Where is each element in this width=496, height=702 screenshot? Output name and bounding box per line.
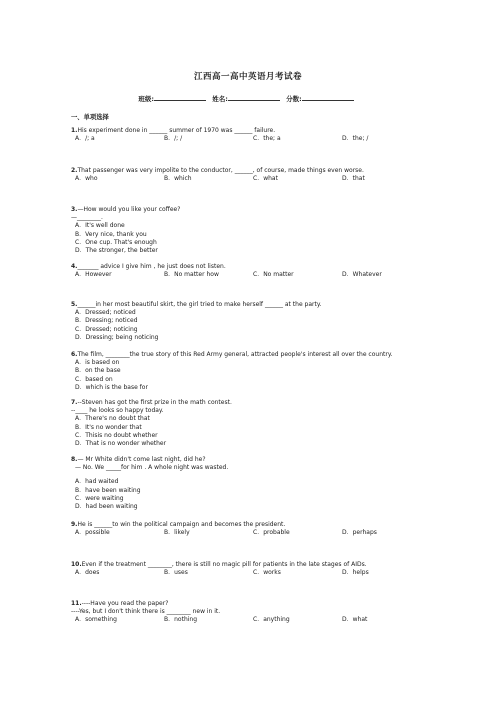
option-a[interactable]: A．possible	[75, 529, 110, 537]
question-3	[71, 206, 431, 255]
question-number: 3.	[71, 206, 78, 213]
score-blank[interactable]	[302, 94, 354, 101]
option-d[interactable]: D．the; /	[342, 135, 369, 143]
question-stem: —How would you like your coffee?	[77, 206, 181, 213]
option-b[interactable]: B．No matter how	[164, 271, 219, 279]
question-stem: His experiment done in ______ summer of 1970 was ______ failure.	[77, 127, 276, 134]
question-6	[71, 351, 431, 392]
option-a[interactable]: A．/; a	[75, 135, 95, 143]
question-stem-line2: ----Yes, but I don't think there is ________ new in it.	[71, 608, 221, 616]
question-8	[71, 456, 431, 511]
exam-title: 江西高一高中英语月考试卷	[193, 72, 302, 82]
option-d[interactable]: D．Whatever	[342, 271, 382, 279]
option-a[interactable]: A．who	[75, 175, 98, 183]
question-stem-line2: — No. We _____for him . A whole night was wasted.	[75, 464, 229, 472]
question-stem: --Steven has got the first prize in the math contest.	[77, 399, 232, 406]
question-number: 7.	[71, 399, 78, 406]
name-label: 姓名:	[212, 95, 228, 103]
question-number: 9.	[71, 521, 78, 528]
question-2	[71, 167, 431, 183]
section-heading: 一、单项选择	[71, 114, 109, 121]
question-stem: Even if the treatment ________, there is still no magic pill for patients in the late stages of AIDs.	[81, 561, 367, 568]
question-number: 5.	[71, 301, 78, 308]
option-d[interactable]: D．what	[342, 616, 368, 624]
question-number: 11.	[71, 600, 82, 607]
question-number: 8.	[71, 456, 78, 463]
option-b[interactable]: B．uses	[164, 569, 188, 577]
option-d[interactable]: D．perhaps	[342, 529, 377, 537]
option-b[interactable]: B．likely	[164, 529, 190, 537]
option-c[interactable]: C．what	[253, 175, 278, 183]
question-stem: _______ advice I give him , he just does not listen.	[77, 263, 226, 270]
class-label: 班级:	[138, 95, 154, 103]
option-b[interactable]: B．Dressing; noticed	[75, 317, 138, 325]
option-d[interactable]: D．helps	[342, 569, 369, 577]
option-c[interactable]: C．works	[253, 569, 281, 577]
option-c[interactable]: C．One cup. That's enough	[75, 238, 157, 246]
option-a[interactable]: A．However	[75, 271, 112, 279]
option-a[interactable]: A．something	[75, 616, 117, 624]
question-number: 10.	[71, 561, 82, 568]
option-d[interactable]: D．The stronger, the better	[75, 247, 158, 255]
question-4	[71, 263, 431, 279]
option-c[interactable]: C．were waiting	[75, 494, 124, 502]
question-number: 1.	[71, 127, 78, 134]
option-a[interactable]: A．Dressed; noticed	[75, 309, 136, 317]
question-stem: ______in her most beautiful skirt, the girl tried to make herself ______ at the party.	[77, 301, 322, 308]
option-b[interactable]: B．which	[164, 175, 192, 183]
option-c[interactable]: C．Thisis no doubt whether	[75, 431, 158, 439]
option-a[interactable]: A．does	[75, 569, 100, 577]
question-10	[71, 561, 431, 577]
question-stem: — Mr White didn't come last night, did he?	[77, 456, 206, 463]
option-b[interactable]: B．It's no wonder that	[75, 423, 142, 431]
question-stem: He is ______to win the political campaign and becomes the president.	[77, 521, 286, 528]
question-stem-line2: —________.	[71, 214, 103, 222]
question-9	[71, 521, 431, 537]
option-c[interactable]: C．Dressed; noticing	[75, 325, 138, 333]
question-stem: That passenger was very impolite to the conductor, ______, of course, made things even worse.	[77, 167, 364, 174]
name-blank[interactable]	[228, 94, 280, 101]
option-b[interactable]: B．on the base	[75, 367, 121, 375]
option-a[interactable]: A．had waited	[75, 478, 119, 486]
option-c[interactable]: C．based on	[75, 375, 113, 383]
option-a[interactable]: A．It's well done	[75, 222, 125, 230]
question-number: 4.	[71, 263, 78, 270]
option-d[interactable]: D．That is no wonder whether	[75, 440, 167, 448]
question-11	[71, 600, 431, 625]
option-c[interactable]: C．probable	[253, 529, 290, 537]
class-blank[interactable]	[154, 94, 206, 101]
student-info-row	[0, 94, 496, 103]
question-stem: The film, ________the true story of this Red Army general, attracted people's interest all over the country.	[77, 351, 393, 358]
option-c[interactable]: C．No matter	[253, 271, 294, 279]
question-5	[71, 301, 431, 342]
option-c[interactable]: C．anything	[253, 616, 290, 624]
option-d[interactable]: D．that	[342, 175, 365, 183]
question-1	[71, 127, 431, 143]
option-a[interactable]: A．is based on	[75, 359, 120, 367]
option-c[interactable]: C．the; a	[253, 135, 281, 143]
option-a[interactable]: A．There's no doubt that	[75, 415, 150, 423]
option-d[interactable]: D．had been waiting	[75, 503, 138, 511]
question-7	[71, 399, 431, 448]
option-b[interactable]: B．have been waiting	[75, 486, 141, 494]
option-d[interactable]: D．which is the base for	[75, 383, 148, 391]
score-label: 分数:	[286, 95, 302, 103]
option-b[interactable]: B．nothing	[164, 616, 198, 624]
question-number: 2.	[71, 167, 78, 174]
question-stem: ----Have you read the paper?	[81, 600, 169, 607]
option-b[interactable]: B．Very nice, thank you	[75, 230, 147, 238]
option-b[interactable]: B．/; /	[164, 135, 183, 143]
question-stem-line2: --____ he looks so happy today.	[71, 407, 164, 415]
option-d[interactable]: D．Dressing; being noticing	[75, 333, 159, 341]
question-number: 6.	[71, 351, 78, 358]
